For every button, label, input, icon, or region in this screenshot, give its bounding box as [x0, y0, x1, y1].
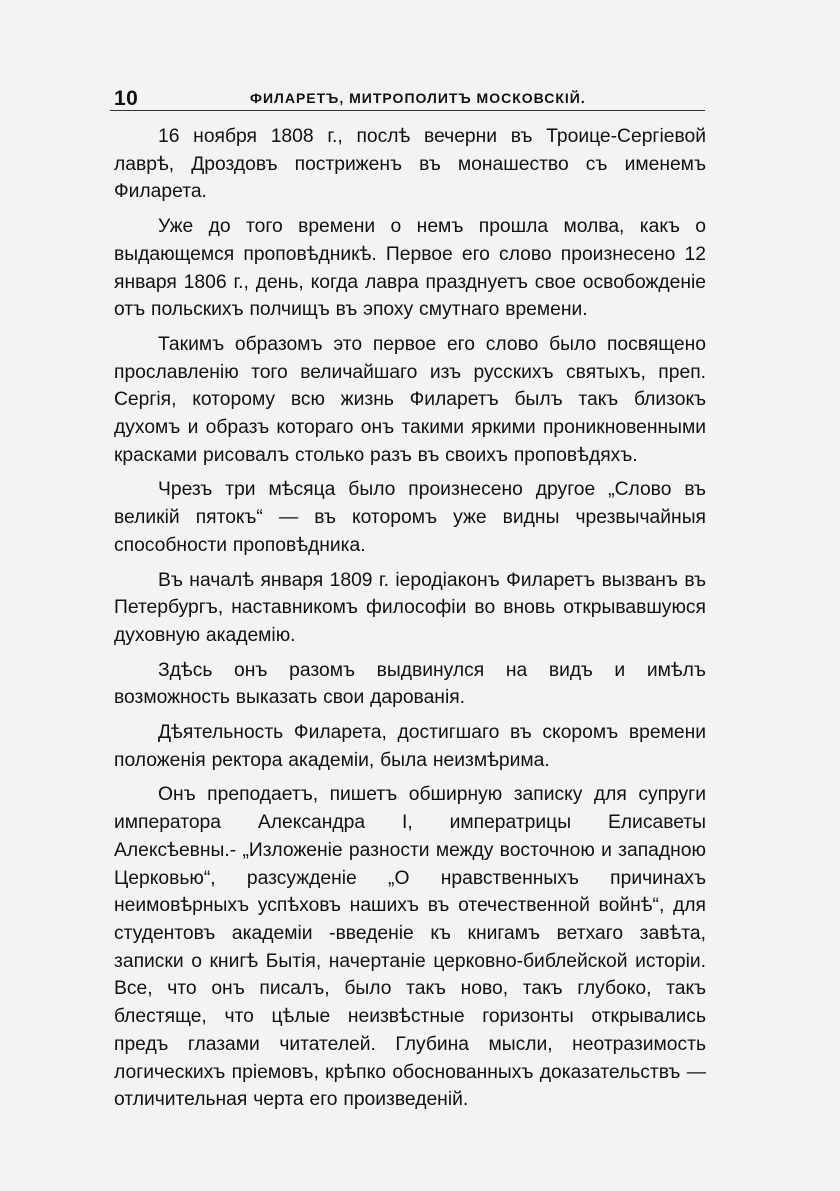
paragraph: Онъ преподаетъ, пишетъ обширную записку для супруги императора Александра I, императрицы Елисаветы Алексѣевны.- „Изложеніе разности между восточною и западною Церковью“, разсужденіе „О нравственныхъ причинахъ неимовѣрныхъ успѣховъ нашихъ въ отечественной войнѣ“, для студентовъ академіи -введеніе къ книгамъ ветхаго завѣта, записки о книгѣ Бытія, начертаніе церковно-библейской исторіи. Все, что онъ писалъ, было такъ ново, такъ глубоко, такъ блестяще, что цѣлые неизвѣстные горизонты открывались предъ глазами читателей. Глубина мысли, неотразимость логическихъ пріемовъ, крѣпко обоснованныхъ доказательствъ — отличительная черта его произведеній. [114, 784, 706, 1111]
running-title: ФИЛАРЕТЪ, МИТРОПОЛИТЪ МОСКОВСКІЙ. [250, 90, 586, 106]
paragraph: Такимъ образомъ это первое его слово было посвящено прославленію того величайшаго изъ русскихъ святыхъ, преп. Сергія, которому всю жизнь Филаретъ былъ такъ близокъ духомъ и образъ котораго онъ такими яркими проникновенными красками рисовалъ столько разъ въ своихъ проповѣдяхъ. [114, 333, 706, 466]
paragraph: Дѣятельность Филарета, достигшаго въ скоромъ времени положенія ректора академіи, была неизмѣрима. [114, 722, 706, 771]
header-rule [110, 110, 705, 111]
paragraph: Чрезъ три мѣсяца было произнесено другое „Слово въ великій пятокъ“ — въ которомъ уже видны чрезвычайныя способности проповѣдника. [114, 479, 706, 556]
paragraph: 16 ноября 1808 г., послѣ вечерни въ Троице-Сергіевой лаврѣ, Дроздовъ постриженъ въ монашество съ именемъ Филарета. [114, 126, 706, 203]
paragraph: Здѣсь онъ разомъ выдвинулся на видъ и имѣлъ возможность выказать свои дарованія. [114, 659, 706, 709]
body-text [114, 123, 706, 1121]
paragraph: Уже до того времени о немъ прошла молва, какъ о выдающемся проповѣдникѣ. Первое его слово произнесено 12 января 1806 г., день, когда лавра празднуетъ свое освобожденіе отъ польскихъ полчищъ въ эпоху смутнаго времени. [114, 216, 706, 321]
page-header [110, 84, 705, 118]
page-number: 10 [114, 87, 139, 110]
paragraph: Въ началѣ января 1809 г. іеродіаконъ Филаретъ вызванъ въ Петербургъ, наставникомъ философіи во вновь открывавшуюся духовную академію. [114, 569, 706, 646]
